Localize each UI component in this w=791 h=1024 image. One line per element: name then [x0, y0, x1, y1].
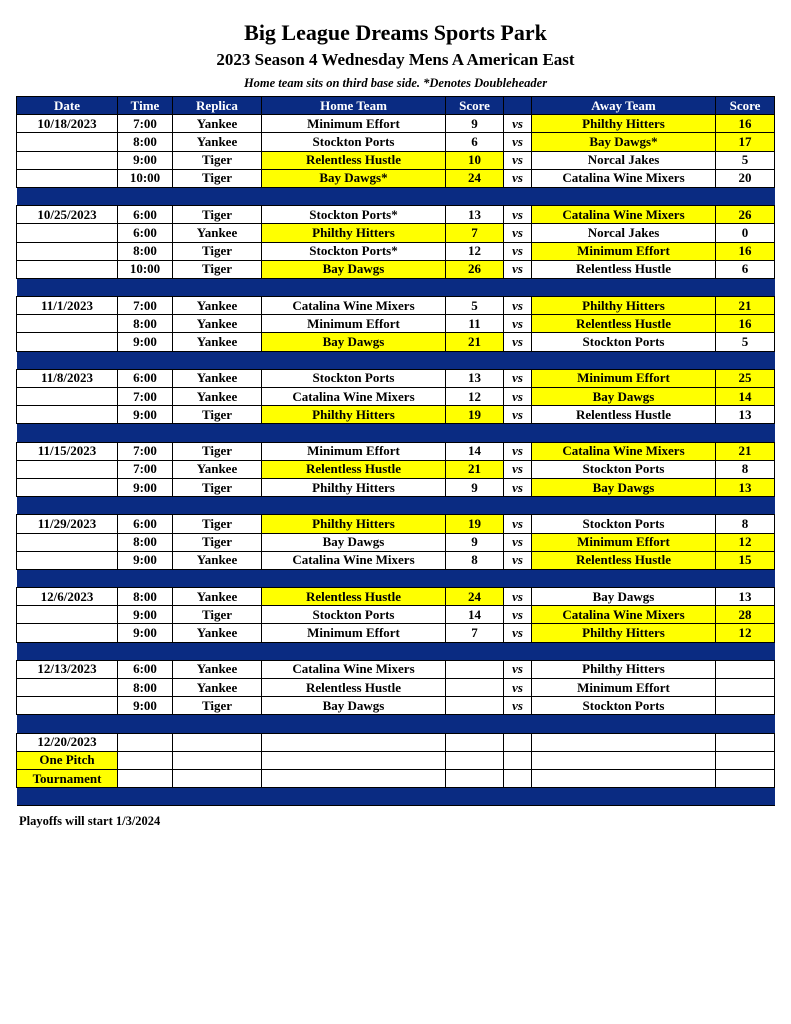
replica-cell: Tiger — [173, 242, 262, 260]
replica-cell: Tiger — [173, 206, 262, 224]
separator-bar — [17, 569, 775, 587]
page-subtitle: 2023 Season 4 Wednesday Mens A American East — [216, 50, 575, 69]
date-cell: Tournament — [17, 769, 118, 787]
replica-cell: Yankee — [173, 224, 262, 242]
replica-cell: Tiger — [173, 260, 262, 278]
empty-cell — [118, 769, 173, 787]
empty-cell — [173, 751, 262, 769]
home-score-cell — [446, 660, 504, 678]
table-row — [17, 733, 775, 751]
empty-cell — [446, 733, 504, 751]
time-cell: 7:00 — [118, 442, 173, 460]
table-row — [17, 333, 775, 351]
column-header-home-team: Home Team — [262, 97, 446, 115]
time-cell: 6:00 — [118, 224, 173, 242]
replica-cell: Yankee — [173, 297, 262, 315]
time-cell: 10:00 — [118, 169, 173, 187]
playoffs-note: Playoffs will start 1/3/2024 — [19, 814, 161, 828]
away-score-cell: 12 — [716, 533, 775, 551]
home-team-cell: Bay Dawgs — [262, 697, 446, 715]
home-team-cell: Catalina Wine Mixers — [262, 551, 446, 569]
separator-bar — [17, 424, 775, 442]
away-team-cell: Bay Dawgs — [532, 588, 716, 606]
replica-cell: Tiger — [173, 515, 262, 533]
empty-cell — [173, 733, 262, 751]
vs-cell: vs — [504, 460, 532, 478]
home-team-cell: Stockton Ports — [262, 133, 446, 151]
column-header-home-score: Score — [446, 97, 504, 115]
away-team-cell: Relentless Hustle — [532, 315, 716, 333]
replica-cell: Yankee — [173, 115, 262, 133]
replica-cell: Tiger — [173, 442, 262, 460]
home-score-cell: 7 — [446, 624, 504, 642]
away-score-cell: 12 — [716, 624, 775, 642]
date-cell: 11/15/2023 — [17, 442, 118, 460]
away-team-cell: Stockton Ports — [532, 697, 716, 715]
away-team-cell: Bay Dawgs — [532, 388, 716, 406]
home-team-cell: Philthy Hitters — [262, 406, 446, 424]
replica-cell: Yankee — [173, 551, 262, 569]
table-row — [17, 260, 775, 278]
time-cell: 8:00 — [118, 315, 173, 333]
away-score-cell — [716, 679, 775, 697]
away-team-cell: Bay Dawgs — [532, 478, 716, 496]
away-score-cell: 20 — [716, 169, 775, 187]
home-team-cell: Philthy Hitters — [262, 478, 446, 496]
replica-cell: Tiger — [173, 606, 262, 624]
time-cell: 6:00 — [118, 206, 173, 224]
table-row — [17, 169, 775, 187]
table-row — [17, 115, 775, 133]
vs-cell: vs — [504, 388, 532, 406]
date-cell — [17, 151, 118, 169]
away-score-cell: 0 — [716, 224, 775, 242]
empty-cell — [173, 769, 262, 787]
away-team-cell: Catalina Wine Mixers — [532, 442, 716, 460]
date-cell: 11/1/2023 — [17, 297, 118, 315]
home-score-cell — [446, 679, 504, 697]
away-score-cell — [716, 697, 775, 715]
replica-cell: Yankee — [173, 369, 262, 387]
home-score-cell: 6 — [446, 133, 504, 151]
week-separator — [17, 642, 775, 660]
replica-cell: Yankee — [173, 333, 262, 351]
empty-cell — [504, 733, 532, 751]
home-score-cell: 8 — [446, 551, 504, 569]
week-separator — [17, 715, 775, 733]
date-cell — [17, 533, 118, 551]
home-team-cell: Bay Dawgs* — [262, 169, 446, 187]
empty-cell — [532, 733, 716, 751]
replica-cell: Yankee — [173, 588, 262, 606]
away-score-cell — [716, 660, 775, 678]
replica-cell: Yankee — [173, 460, 262, 478]
vs-cell: vs — [504, 315, 532, 333]
time-cell: 6:00 — [118, 515, 173, 533]
away-team-cell: Minimum Effort — [532, 679, 716, 697]
vs-cell: vs — [504, 242, 532, 260]
away-score-cell: 5 — [716, 151, 775, 169]
time-cell: 8:00 — [118, 533, 173, 551]
home-score-cell: 9 — [446, 478, 504, 496]
home-score-cell: 12 — [446, 242, 504, 260]
home-team-cell: Bay Dawgs — [262, 260, 446, 278]
empty-cell — [716, 769, 775, 787]
empty-cell — [446, 751, 504, 769]
vs-cell: vs — [504, 533, 532, 551]
table-row — [17, 133, 775, 151]
vs-cell: vs — [504, 442, 532, 460]
vs-cell: vs — [504, 297, 532, 315]
home-team-cell: Minimum Effort — [262, 115, 446, 133]
time-cell: 8:00 — [118, 588, 173, 606]
column-header-away-team: Away Team — [532, 97, 716, 115]
table-row — [17, 660, 775, 678]
home-score-cell: 14 — [446, 606, 504, 624]
vs-cell: vs — [504, 660, 532, 678]
separator-bar — [17, 642, 775, 660]
away-score-cell: 5 — [716, 333, 775, 351]
separator-bar — [17, 351, 775, 369]
away-team-cell: Norcal Jakes — [532, 151, 716, 169]
home-team-cell: Philthy Hitters — [262, 515, 446, 533]
vs-cell: vs — [504, 624, 532, 642]
vs-cell: vs — [504, 260, 532, 278]
home-team-cell: Relentless Hustle — [262, 460, 446, 478]
away-team-cell: Catalina Wine Mixers — [532, 169, 716, 187]
home-score-cell: 19 — [446, 515, 504, 533]
replica-cell: Yankee — [173, 133, 262, 151]
time-cell: 9:00 — [118, 478, 173, 496]
table-row — [17, 242, 775, 260]
home-score-cell: 24 — [446, 588, 504, 606]
away-score-cell: 26 — [716, 206, 775, 224]
vs-cell: vs — [504, 679, 532, 697]
away-team-cell: Catalina Wine Mixers — [532, 606, 716, 624]
away-team-cell: Minimum Effort — [532, 242, 716, 260]
date-cell — [17, 697, 118, 715]
table-row — [17, 769, 775, 787]
page-title: Big League Dreams Sports Park — [244, 20, 547, 45]
week-separator — [17, 497, 775, 515]
vs-cell: vs — [504, 115, 532, 133]
home-team-cell: Minimum Effort — [262, 624, 446, 642]
vs-cell: vs — [504, 369, 532, 387]
time-cell: 9:00 — [118, 606, 173, 624]
away-score-cell: 17 — [716, 133, 775, 151]
table-row — [17, 478, 775, 496]
table-row — [17, 297, 775, 315]
home-score-cell: 7 — [446, 224, 504, 242]
empty-cell — [504, 769, 532, 787]
time-cell: 9:00 — [118, 551, 173, 569]
away-team-cell: Minimum Effort — [532, 369, 716, 387]
home-score-cell: 14 — [446, 442, 504, 460]
vs-cell: vs — [504, 515, 532, 533]
table-row — [17, 151, 775, 169]
replica-cell: Tiger — [173, 151, 262, 169]
away-team-cell: Stockton Ports — [532, 460, 716, 478]
vs-cell: vs — [504, 224, 532, 242]
date-cell — [17, 606, 118, 624]
home-team-cell: Stockton Ports — [262, 369, 446, 387]
home-score-cell: 10 — [446, 151, 504, 169]
table-row — [17, 515, 775, 533]
home-score-cell: 21 — [446, 460, 504, 478]
separator-bar — [17, 788, 775, 806]
away-team-cell: Philthy Hitters — [532, 624, 716, 642]
home-score-cell: 19 — [446, 406, 504, 424]
date-cell: 11/29/2023 — [17, 515, 118, 533]
away-score-cell: 16 — [716, 115, 775, 133]
home-team-cell: Catalina Wine Mixers — [262, 297, 446, 315]
week-separator — [17, 351, 775, 369]
home-score-cell: 9 — [446, 115, 504, 133]
away-team-cell: Philthy Hitters — [532, 660, 716, 678]
home-score-cell: 9 — [446, 533, 504, 551]
vs-cell: vs — [504, 697, 532, 715]
empty-cell — [262, 733, 446, 751]
empty-cell — [504, 751, 532, 769]
replica-cell: Yankee — [173, 624, 262, 642]
vs-cell: vs — [504, 206, 532, 224]
replica-cell: Tiger — [173, 406, 262, 424]
away-team-cell: Minimum Effort — [532, 533, 716, 551]
away-score-cell: 13 — [716, 588, 775, 606]
home-team-cell: Relentless Hustle — [262, 151, 446, 169]
home-team-cell: Minimum Effort — [262, 315, 446, 333]
table-row — [17, 606, 775, 624]
empty-cell — [446, 769, 504, 787]
home-team-cell: Catalina Wine Mixers — [262, 388, 446, 406]
separator-bar — [17, 187, 775, 205]
date-cell — [17, 478, 118, 496]
vs-cell: vs — [504, 151, 532, 169]
empty-cell — [532, 769, 716, 787]
date-cell — [17, 224, 118, 242]
vs-cell: vs — [504, 606, 532, 624]
vs-cell: vs — [504, 406, 532, 424]
week-separator — [17, 569, 775, 587]
away-team-cell: Stockton Ports — [532, 515, 716, 533]
vs-cell: vs — [504, 478, 532, 496]
date-cell — [17, 388, 118, 406]
date-cell — [17, 169, 118, 187]
replica-cell: Yankee — [173, 660, 262, 678]
replica-cell: Tiger — [173, 697, 262, 715]
away-score-cell: 13 — [716, 478, 775, 496]
week-separator — [17, 278, 775, 296]
away-score-cell: 16 — [716, 315, 775, 333]
home-team-cell: Philthy Hitters — [262, 224, 446, 242]
away-team-cell: Norcal Jakes — [532, 224, 716, 242]
away-score-cell: 8 — [716, 460, 775, 478]
time-cell: 9:00 — [118, 151, 173, 169]
home-team-cell: Catalina Wine Mixers — [262, 660, 446, 678]
date-cell: 10/25/2023 — [17, 206, 118, 224]
home-team-cell: Minimum Effort — [262, 442, 446, 460]
replica-cell: Tiger — [173, 533, 262, 551]
away-team-cell: Philthy Hitters — [532, 115, 716, 133]
table-row — [17, 406, 775, 424]
separator-bar — [17, 497, 775, 515]
date-cell — [17, 333, 118, 351]
away-team-cell: Bay Dawgs* — [532, 133, 716, 151]
away-score-cell: 14 — [716, 388, 775, 406]
table-row — [17, 697, 775, 715]
away-team-cell: Philthy Hitters — [532, 297, 716, 315]
away-team-cell: Relentless Hustle — [532, 551, 716, 569]
away-score-cell: 15 — [716, 551, 775, 569]
date-cell: 12/13/2023 — [17, 660, 118, 678]
date-cell: One Pitch — [17, 751, 118, 769]
table-row — [17, 206, 775, 224]
separator-bar — [17, 715, 775, 733]
table-row — [17, 369, 775, 387]
home-score-cell: 5 — [446, 297, 504, 315]
table-row — [17, 388, 775, 406]
table-row — [17, 588, 775, 606]
away-team-cell: Catalina Wine Mixers — [532, 206, 716, 224]
away-score-cell: 13 — [716, 406, 775, 424]
away-score-cell: 21 — [716, 442, 775, 460]
away-score-cell: 16 — [716, 242, 775, 260]
vs-cell: vs — [504, 133, 532, 151]
table-row — [17, 751, 775, 769]
away-score-cell: 28 — [716, 606, 775, 624]
time-cell: 6:00 — [118, 660, 173, 678]
empty-cell — [532, 751, 716, 769]
away-team-cell: Stockton Ports — [532, 333, 716, 351]
date-cell — [17, 260, 118, 278]
time-cell: 8:00 — [118, 242, 173, 260]
table-row — [17, 679, 775, 697]
table-row — [17, 533, 775, 551]
time-cell: 7:00 — [118, 297, 173, 315]
home-team-cell: Stockton Ports* — [262, 206, 446, 224]
time-cell: 6:00 — [118, 369, 173, 387]
week-separator — [17, 788, 775, 806]
time-cell: 8:00 — [118, 679, 173, 697]
date-cell: 12/20/2023 — [17, 733, 118, 751]
empty-cell — [262, 751, 446, 769]
date-cell — [17, 679, 118, 697]
empty-cell — [118, 751, 173, 769]
away-team-cell: Relentless Hustle — [532, 406, 716, 424]
week-separator — [17, 424, 775, 442]
separator-bar — [17, 278, 775, 296]
date-cell: 10/18/2023 — [17, 115, 118, 133]
home-team-cell: Relentless Hustle — [262, 588, 446, 606]
empty-cell — [118, 733, 173, 751]
table-row — [17, 442, 775, 460]
vs-cell: vs — [504, 588, 532, 606]
home-team-cell: Bay Dawgs — [262, 333, 446, 351]
home-score-cell — [446, 697, 504, 715]
home-score-cell: 24 — [446, 169, 504, 187]
column-header-vs — [504, 97, 532, 115]
home-score-cell: 26 — [446, 260, 504, 278]
home-team-cell: Bay Dawgs — [262, 533, 446, 551]
away-score-cell: 8 — [716, 515, 775, 533]
date-cell — [17, 406, 118, 424]
column-header-replica: Replica — [173, 97, 262, 115]
schedule-note: Home team sits on third base side. *Denotes Doubleheader — [243, 76, 548, 90]
schedule-table — [16, 96, 775, 806]
date-cell — [17, 460, 118, 478]
date-cell: 11/8/2023 — [17, 369, 118, 387]
time-cell: 8:00 — [118, 133, 173, 151]
home-score-cell: 11 — [446, 315, 504, 333]
home-team-cell: Stockton Ports* — [262, 242, 446, 260]
replica-cell: Yankee — [173, 388, 262, 406]
empty-cell — [716, 751, 775, 769]
table-row — [17, 460, 775, 478]
vs-cell: vs — [504, 551, 532, 569]
date-cell — [17, 551, 118, 569]
time-cell: 9:00 — [118, 406, 173, 424]
table-row — [17, 551, 775, 569]
home-team-cell: Stockton Ports — [262, 606, 446, 624]
home-team-cell: Relentless Hustle — [262, 679, 446, 697]
column-header-away-score: Score — [716, 97, 775, 115]
header-row — [17, 97, 775, 115]
home-score-cell: 13 — [446, 206, 504, 224]
time-cell: 9:00 — [118, 624, 173, 642]
time-cell: 7:00 — [118, 388, 173, 406]
home-score-cell: 12 — [446, 388, 504, 406]
column-header-date: Date — [17, 97, 118, 115]
replica-cell: Yankee — [173, 315, 262, 333]
time-cell: 9:00 — [118, 697, 173, 715]
replica-cell: Tiger — [173, 478, 262, 496]
table-row — [17, 624, 775, 642]
away-team-cell: Relentless Hustle — [532, 260, 716, 278]
schedule-body — [17, 115, 775, 806]
time-cell: 10:00 — [118, 260, 173, 278]
home-score-cell: 21 — [446, 333, 504, 351]
replica-cell: Yankee — [173, 679, 262, 697]
home-score-cell: 13 — [446, 369, 504, 387]
away-score-cell: 25 — [716, 369, 775, 387]
date-cell — [17, 624, 118, 642]
away-score-cell: 6 — [716, 260, 775, 278]
vs-cell: vs — [504, 333, 532, 351]
date-cell — [17, 242, 118, 260]
time-cell: 9:00 — [118, 333, 173, 351]
table-row — [17, 224, 775, 242]
date-cell — [17, 133, 118, 151]
column-header-time: Time — [118, 97, 173, 115]
vs-cell: vs — [504, 169, 532, 187]
time-cell: 7:00 — [118, 460, 173, 478]
date-cell: 12/6/2023 — [17, 588, 118, 606]
time-cell: 7:00 — [118, 115, 173, 133]
replica-cell: Tiger — [173, 169, 262, 187]
away-score-cell: 21 — [716, 297, 775, 315]
date-cell — [17, 315, 118, 333]
empty-cell — [262, 769, 446, 787]
table-row — [17, 315, 775, 333]
week-separator — [17, 187, 775, 205]
empty-cell — [716, 733, 775, 751]
